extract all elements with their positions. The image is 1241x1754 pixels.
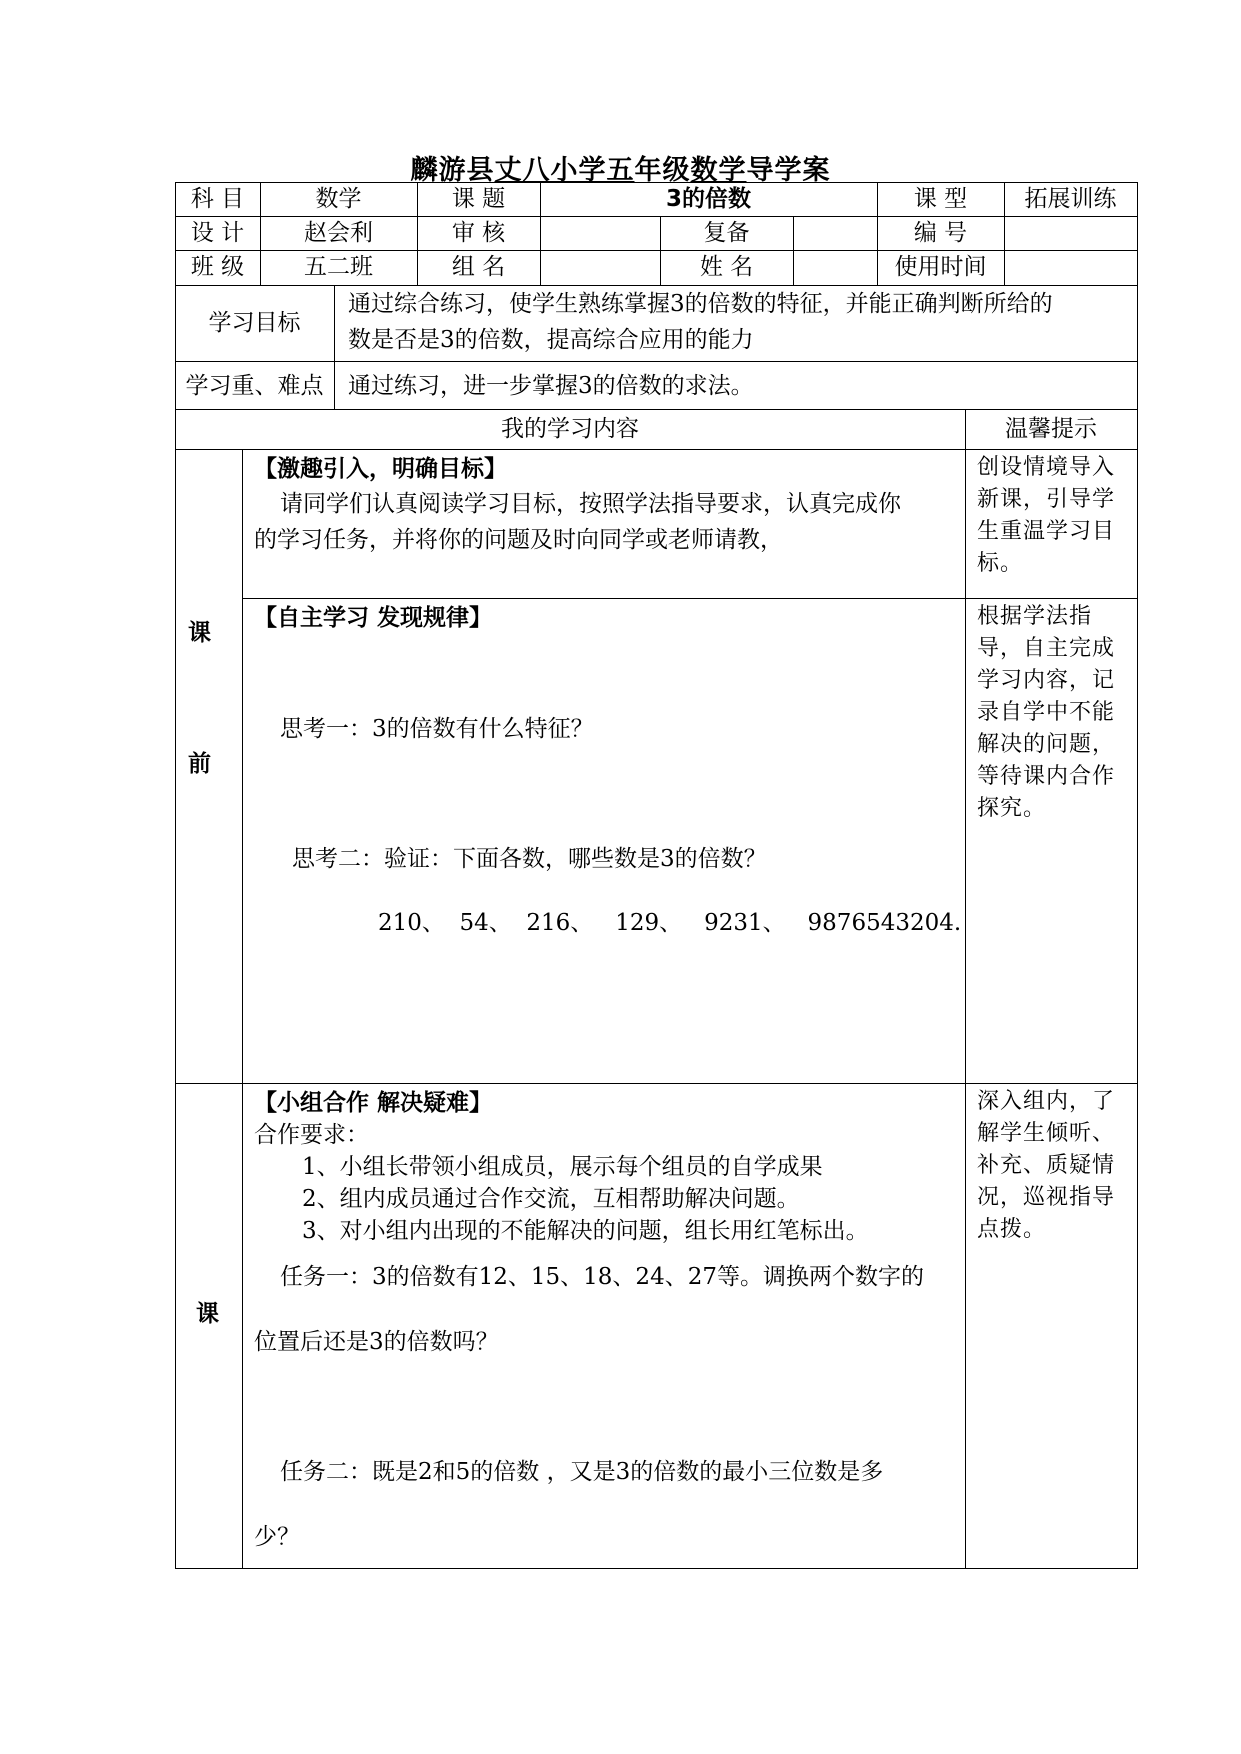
keypoints-text: 通过练习，进一步掌握3的倍数的求法。 (348, 373, 754, 399)
tip-header: 温馨提示 (1005, 416, 1097, 442)
keypoints-label: 学习重、难点 (185, 373, 324, 399)
task2-line: 少？ (254, 1524, 300, 1550)
time-label: 使用时间 (894, 254, 987, 280)
designer-value: 赵会利 (304, 220, 373, 246)
reviewer-label: 审 核 (451, 220, 506, 246)
goals-text (348, 286, 1133, 358)
think2: 思考二：验证：下面各数，哪些数是3的倍数？ (292, 846, 767, 872)
section3-heading: 【小组合作 解决疑难】 (254, 1090, 493, 1116)
section3-tip: 深入组内，了解学生倾听、补充、质疑情况，巡视指导点拨。 (977, 1089, 1116, 1242)
think1: 思考一：3的倍数有什么特征？ (280, 716, 594, 742)
section1-line: 请同学们认真阅读学习目标，按照学法指导要求，认真完成你 (280, 491, 901, 517)
requirement-item: 3、对小组内出现的不能解决的问题，组长用红笔标出。 (302, 1218, 869, 1244)
class-label: 班 级 (190, 254, 245, 280)
title-part: 年级 (634, 155, 691, 186)
content-header: 我的学习内容 (501, 416, 639, 442)
class-value: 五二班 (304, 254, 373, 280)
subject-value: 数学 (315, 186, 362, 212)
type-label: 课 型 (913, 186, 968, 212)
section1-text (254, 486, 959, 558)
side-label-pre-2: 前 (188, 751, 211, 777)
side-label-in-1: 课 (196, 1301, 219, 1327)
title-part: 数学 (690, 155, 747, 186)
task1-line: 任务一：3的倍数有12、15、18、24、27等。调换两个数字的 (280, 1264, 924, 1290)
task1-line: 位置后还是3的倍数吗？ (254, 1329, 499, 1355)
requirement-item: 1、小组长带领小组成员，展示每个组员的自学成果 (302, 1154, 823, 1180)
type-value: 拓展训练 (1024, 186, 1117, 212)
topic-value: 3的倍数 (665, 186, 751, 212)
subject-label: 科 目 (190, 186, 245, 212)
number-list: 210、 54、 216、 129、 9231、 9876543204. (378, 910, 962, 936)
name-label: 姓 名 (699, 254, 754, 280)
title-part: 麟游县 (410, 155, 495, 186)
number-label: 编 号 (913, 220, 968, 246)
title-part: 丈八小学五 (494, 155, 635, 186)
group-label: 组 名 (451, 254, 506, 280)
side-label-pre-1: 课 (188, 620, 211, 646)
title-part: 导学案 (746, 155, 831, 186)
topic-label: 课 题 (451, 186, 506, 212)
review-label: 复备 (703, 220, 750, 246)
requirements-label: 合作要求： (254, 1122, 369, 1148)
goals-line: 通过综合练习，使学生熟练掌握3的倍数的特征，并能正确判断所给的 (348, 291, 1053, 317)
designer-label: 设 计 (190, 220, 245, 246)
requirement-item: 2、组内成员通过合作交流，互相帮助解决问题。 (302, 1186, 800, 1212)
section1-line: 的学习任务，并将你的问题及时向同学或老师请教， (254, 527, 783, 553)
task2-line: 任务二：既是2和5的倍数 ，又是3的倍数的最小三位数是多 (280, 1459, 884, 1485)
goals-line: 数是否是3的倍数，提高综合应用的能力 (348, 327, 754, 353)
section1-heading: 【激趣引入，明确目标】 (254, 456, 507, 482)
goals-label: 学习目标 (208, 310, 301, 336)
section2-heading: 【自主学习 发现规律】 (254, 605, 493, 631)
section2-tip: 根据学法指导，自主完成学习内容，记录自学中不能解决的问题，等待课内合作探究。 (977, 604, 1116, 821)
section1-tip: 创设情境导入新课，引导学生重温学习目标。 (977, 455, 1116, 576)
